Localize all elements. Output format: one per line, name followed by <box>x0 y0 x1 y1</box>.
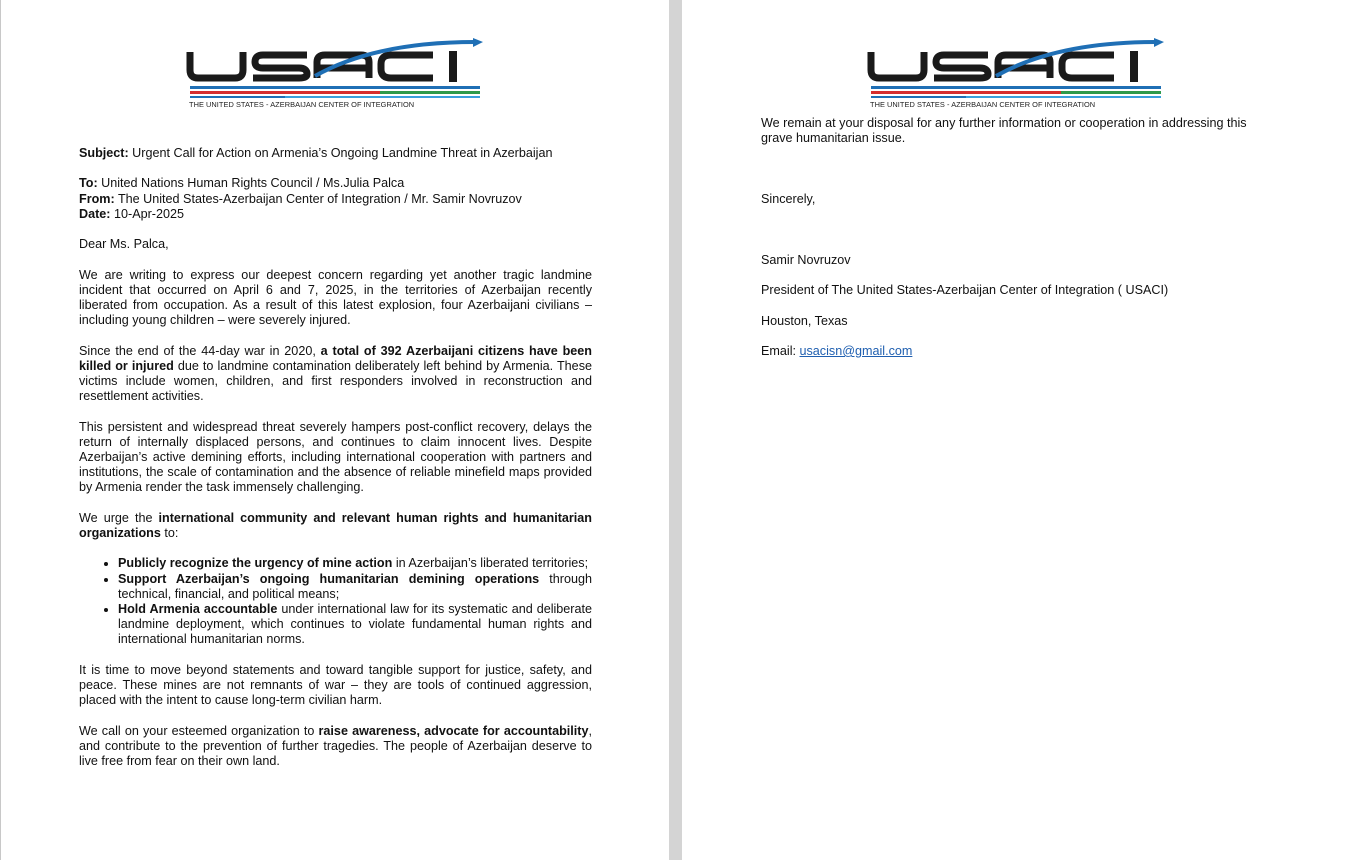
logo-tagline: THE UNITED STATES - AZERBAIJAN CENTER OF INTEGRATION <box>870 100 1096 109</box>
p6-text-c: , and contribute to the prevention of further tragedies. The people of Azerbaijan deserve to live free from fear on their own land. <box>79 723 593 768</box>
from-label: From: <box>79 191 115 206</box>
action-list <box>79 556 592 647</box>
greeting: Dear Ms. Palca, <box>79 237 169 252</box>
p2-text-a: Since the end of the 44-day war in 2020, <box>79 343 321 358</box>
subject-label: Subject: <box>79 146 129 160</box>
list-item-bold: Hold Armenia accountable <box>118 601 278 616</box>
paragraph-4 <box>79 511 592 541</box>
letter-body-page-1 <box>79 146 592 769</box>
p4-text-a: We urge the <box>79 510 159 525</box>
p2-bold: a total of 392 Azerbaijani citizens have been killed or injured <box>79 343 592 373</box>
subject-line <box>79 146 592 161</box>
usaci-logo-icon <box>866 38 1166 100</box>
list-item <box>118 572 592 602</box>
paragraph-1: We are writing to express our deepest concern regarding yet another tragic landmine incident that occurred on April 6 and 7, 2025, in the territories of Azerbaijan recently liberated from occupation. As a result of this latest explosion, four Azerbaijani civilians – including young children – were severely injured. <box>79 267 592 328</box>
paragraph-6 <box>79 724 592 770</box>
signer-title: President of The United States-Azerbaijan Center of Integration ( USACI) <box>761 283 1169 298</box>
signer-name: Samir Novruzov <box>761 252 851 267</box>
date-line <box>79 207 592 222</box>
list-item-bold: Support Azerbaijan’s ongoing humanitarian demining operations <box>118 571 540 586</box>
usaci-logo-icon <box>185 38 485 100</box>
list-item-text: under international law for its systematic and deliberate landmine deployment, which continues to violate fundamental human rights and international humanitarian norms. <box>118 601 593 647</box>
to-text: United Nations Human Rights Council / Ms.Julia Palca <box>97 176 405 191</box>
date-text: 10-Apr-2025 <box>110 206 185 221</box>
usaci-logo <box>866 38 1166 110</box>
letter-body-page-2 <box>761 116 1281 359</box>
from-text: The United States-Azerbaijan Center of Integration / Mr. Samir Novruzov <box>114 191 522 206</box>
email-line <box>761 344 1281 359</box>
p4-bold: international community and relevant human rights and humanitarian organizations <box>79 510 592 540</box>
p6-bold: raise awareness, advocate for accountability <box>318 723 589 738</box>
list-item-bold: Publicly recognize the urgency of mine action <box>118 556 393 571</box>
closing: Sincerely, <box>761 192 816 206</box>
email-link[interactable]: usacisn@gmail.com <box>799 343 913 358</box>
p6-text-a: We call on your esteemed organization to <box>79 723 319 738</box>
paragraph-2 <box>79 344 592 405</box>
signer-location: Houston, Texas <box>761 313 848 328</box>
p4-text-c: to: <box>160 525 179 540</box>
list-item <box>118 602 592 648</box>
paragraph-3: This persistent and widespread threat severely hampers post-conflict recovery, delays the return of internally displaced persons, and continues to claim innocent lives. Despite Azerbaijan’s active demining efforts, including international cooperation with partners and institutions, the scale of contamination and the absence of reliable minefield maps provided by Armenia render the task immensely challenging. <box>79 419 592 495</box>
to-line <box>79 176 592 191</box>
paragraph-7: We remain at your disposal for any further information or cooperation in addressing this grave humanitarian issue. <box>761 116 1247 146</box>
from-line <box>79 192 592 207</box>
email-label: Email: <box>761 343 800 358</box>
paragraph-5: It is time to move beyond statements and toward tangible support for justice, safety, and peace. These mines are not remnants of war – they are tools of continued aggression, placed with the intent to cause long-term civilian harm. <box>79 662 592 708</box>
list-item-text: in Azerbaijan’s liberated territories; <box>392 556 589 571</box>
p2-text-c: due to landmine contamination deliberately left behind by Armenia. These victims include women, children, and first responders involved in reconstruction and resettlement activities. <box>79 358 592 404</box>
list-item-text: through technical, financial, and political means; <box>118 571 592 601</box>
subject-text: Urgent Call for Action on Armenia’s Ongoing Landmine Threat in Azerbaijan <box>128 146 553 160</box>
to-label: To: <box>79 176 98 191</box>
usaci-logo <box>185 38 485 110</box>
date-label: Date: <box>79 206 111 221</box>
list-item <box>118 556 592 571</box>
logo-tagline: THE UNITED STATES - AZERBAIJAN CENTER OF INTEGRATION <box>189 100 415 109</box>
